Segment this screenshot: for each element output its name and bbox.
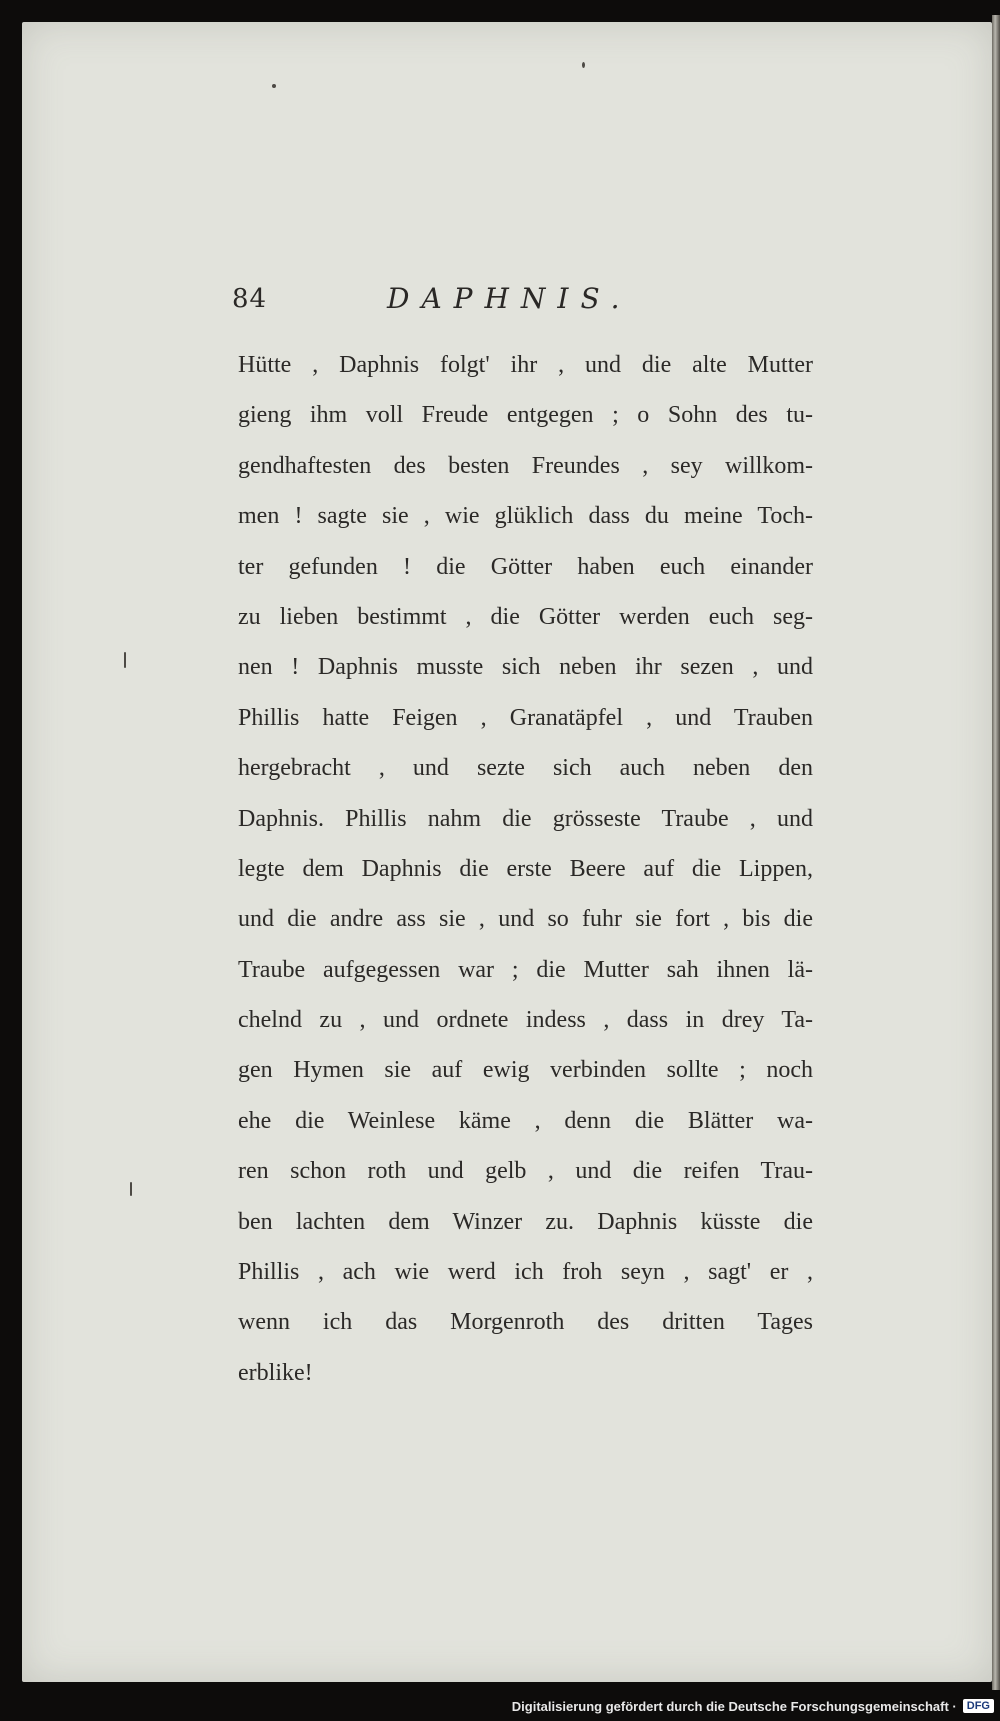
funding-credit [512,1695,994,1717]
text-line: nen ! Daphnis musste sich neben ihr sezen , und [238,654,813,681]
text-line: Hütte , Daphnis folgt' ihr , und die alte Mutter [238,352,813,378]
text-line: ehe die Weinlese käme , denn die Blätter wa- [238,1107,813,1134]
page-edge [992,15,1000,1690]
paper-speck [124,652,126,668]
text-line: men ! sagte sie , wie glüklich dass du meine Toch- [238,503,813,530]
text-line: ben lachten dem Winzer zu. Daphnis küsste die [238,1208,813,1235]
text-line: ren schon roth und gelb , und die reifen Trau- [238,1158,813,1185]
text-line: erblike! [238,1359,313,1386]
body-text [238,340,813,1398]
text-line: Phillis , ach wie werd ich froh seyn , sagt' er , [238,1259,813,1286]
credit-text: Digitalisierung gefördert durch die Deutsche Forschungsgemeinschaft · [511,1698,957,1714]
page-number: 84 [232,284,268,314]
text-line: gendhaftesten des besten Freundes , sey willkom- [238,452,813,479]
paper-speck [272,84,276,88]
text-line: Traube aufgegessen war ; die Mutter sah ihnen lä- [238,956,813,983]
text-line: gieng ihm voll Freude entgegen ; o Sohn des tu- [238,402,813,429]
text-line: zu lieben bestimmt , die Götter werden euch seg- [238,603,813,630]
text-line: legte dem Daphnis die erste Beere auf die Lippen, [238,855,813,882]
text-line: Phillis hatte Feigen , Granatäpfel , und Trauben [238,704,813,731]
dfg-logo: DFG [963,1699,994,1713]
paper-speck [130,1182,132,1196]
text-line: ter gefunden ! die Götter haben euch einander [238,553,813,580]
text-line: Daphnis. Phillis nahm die grösseste Traube , und [238,805,813,832]
text-line: wenn ich das Morgenroth des dritten Tages [238,1309,813,1336]
text-line: und die andre ass sie , und so fuhr sie fort , bis die [238,906,813,933]
text-line: gen Hymen sie auf ewig verbinden sollte ; noch [238,1057,813,1084]
paper-speck [582,62,585,68]
running-head: DAPHNIS. [387,282,632,315]
text-line: hergebracht , und sezte sich auch neben den [238,755,813,782]
text-line: chelnd zu , und ordnete indess , dass in drey Ta- [238,1007,813,1034]
page-header [232,282,812,322]
